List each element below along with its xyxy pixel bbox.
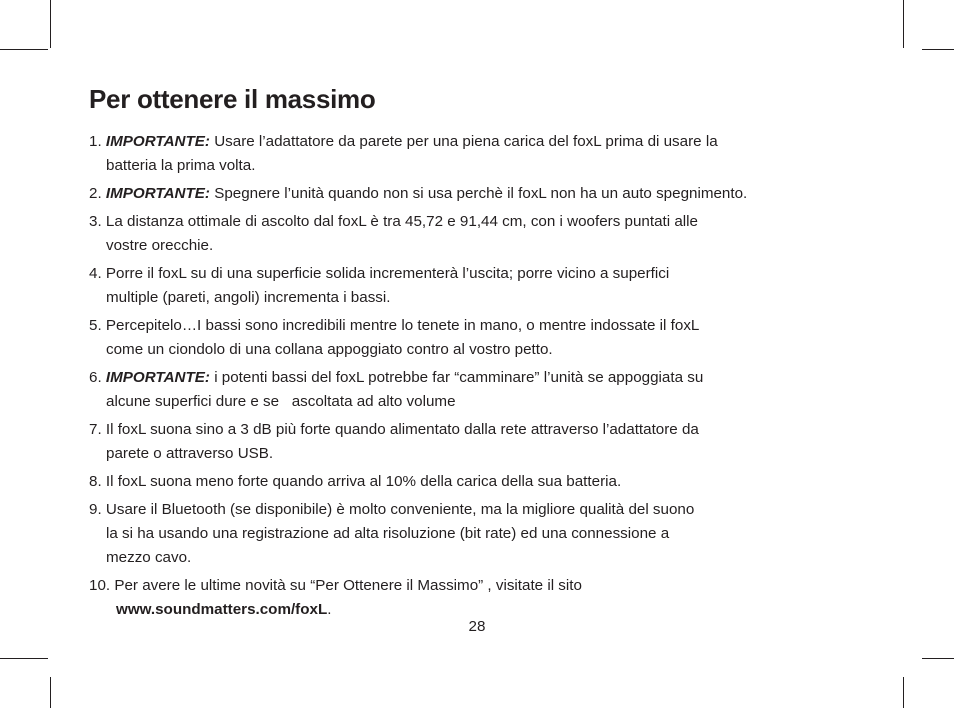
item-text-continued: mezzo cavo. [106,549,192,566]
list-item [89,314,869,362]
item-text: Il foxL suona meno forte quando arriva al 10% della carica della sua batteria. [101,473,622,490]
item-number: 4. [89,265,102,282]
item-text: i potenti bassi del foxL potrebbe far “camminare” l’unità se appoggiata su [209,369,704,386]
crop-mark-bottom-left-h [0,658,48,659]
crop-mark-bottom-right-v [903,677,904,708]
list-item [89,210,869,258]
item-text: Percepitelo…I bassi sono incredibili mentre lo tenete in mano, o mentre indossate il foxL [101,317,700,334]
item-text-continued: batteria la prima volta. [106,157,256,174]
list-item [89,574,869,622]
item-text: Porre il foxL su di una superficie solida incrementerà l’uscita; porre vicino a superfici [101,265,670,282]
item-number: 2. [89,185,102,202]
page-title: Per ottenere il massimo [89,84,376,114]
item-text: Il foxL suona sino a 3 dB più forte quando alimentato dalla rete attraverso l’adattatore da [101,421,699,438]
item-number: 9. [89,501,102,518]
important-label: IMPORTANTE: [105,133,210,150]
important-label: IMPORTANTE: [105,369,210,386]
item-number: 8. [89,473,102,490]
page-number: 28 [468,618,486,635]
list-item [89,262,869,310]
item-text: Usare il Bluetooth (se disponibile) è molto conveniente, ma la migliore qualità del suono [101,501,695,518]
important-label: IMPORTANTE: [105,185,210,202]
item-text-continued: come un ciondolo di una collana appoggiato contro al vostro petto. [106,341,553,358]
item-number: 10. [89,577,111,594]
item-text: La distanza ottimale di ascolto dal foxL è tra 45,72 e 91,44 cm, con i woofers puntati alle [101,213,698,230]
list-item [89,470,869,494]
item-text: Usare l’adattatore da parete per una piena carica del foxL prima di usare la [209,133,718,150]
item-number: 7. [89,421,102,438]
crop-mark-bottom-right-h [922,658,954,659]
list-item [89,366,869,414]
item-number: 5. [89,317,102,334]
item-text-continued: alcune superfici dure e se ascoltata ad alto volume [106,393,456,410]
crop-mark-top-left-h [0,49,48,50]
item-text-continued: parete o attraverso USB. [106,445,274,462]
item-text: Spegnere l’unità quando non si usa perchè il foxL non ha un auto spegnimento. [209,185,748,202]
item-number: 3. [89,213,102,230]
list-item [89,182,869,206]
url-suffix: . [327,601,332,618]
item-text-continued: vostre orecchie. [106,237,214,254]
item-text-continued: multiple (pareti, angoli) incrementa i bassi. [106,289,391,306]
list-item [89,418,869,466]
crop-mark-bottom-left-v [50,677,51,708]
list-item [89,130,869,178]
crop-mark-top-left-v [50,0,51,48]
list-item [89,498,869,570]
crop-mark-top-right-h [922,49,954,50]
item-number: 6. [89,369,102,386]
item-text-continued: la si ha usando una registrazione ad alta risoluzione (bit rate) ed una connessione a [106,525,670,542]
crop-mark-top-right-v [903,0,904,48]
item-number: 1. [89,133,102,150]
website-link[interactable]: www.soundmatters.com/foxL [116,601,328,618]
item-text: Per avere le ultime novità su “Per Ottenere il Massimo” , visitate il sito [110,577,582,594]
tips-list [89,130,869,626]
